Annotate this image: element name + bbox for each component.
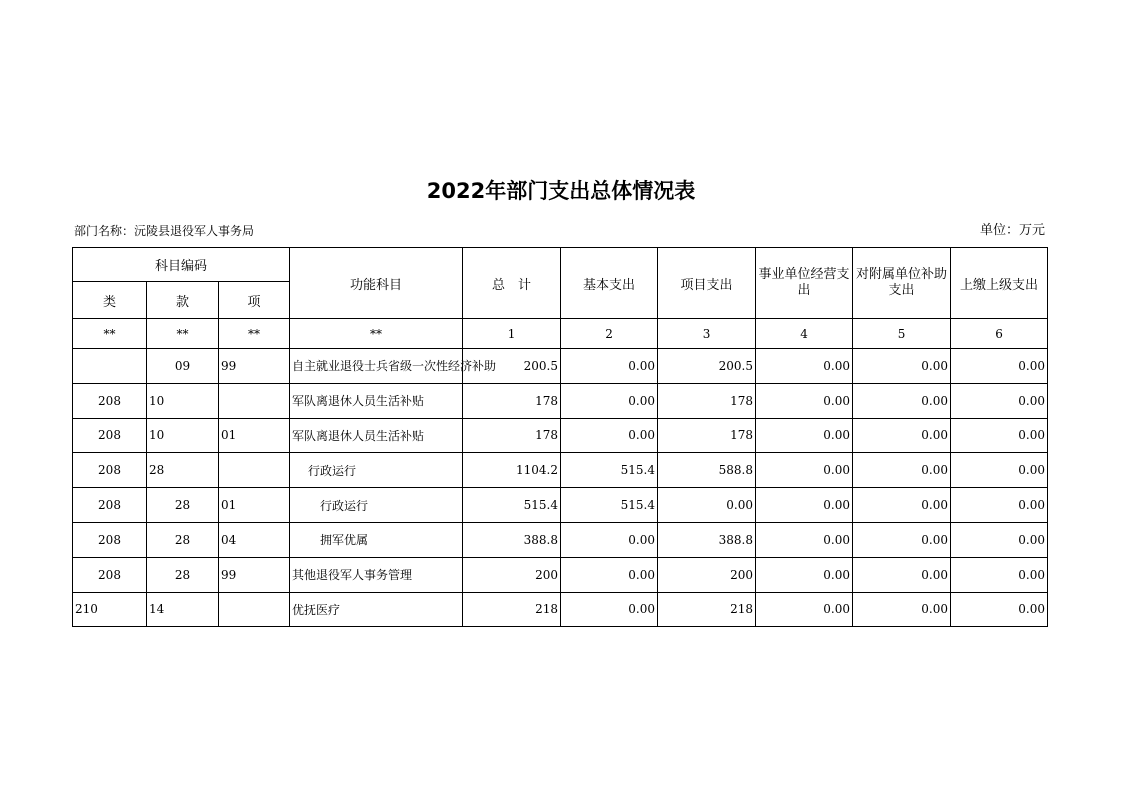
cell-kuan: 09 (147, 349, 219, 384)
cell-kuan: 28 (147, 522, 219, 557)
cell-subsidy: 0.00 (853, 592, 951, 627)
cell-basic: 0.00 (561, 592, 658, 627)
cell-total: 1104.2 (463, 453, 561, 488)
cell-xiang: 01 (219, 488, 290, 523)
header-row-1 (73, 248, 1048, 282)
cell-lei: 208 (73, 453, 147, 488)
page-title: 2022年部门支出总体情况表 (426, 179, 696, 203)
cell-project: 588.8 (658, 453, 756, 488)
cell-upper: 0.00 (951, 349, 1048, 384)
cell-name: 自主就业退役士兵省级一次性经济补助 (290, 349, 463, 384)
cell-project: 218 (658, 592, 756, 627)
cell-xiang: 01 (219, 418, 290, 453)
cell-kuan: 28 (147, 557, 219, 592)
cell-project: 178 (658, 383, 756, 418)
table-row (73, 383, 1048, 418)
cell-kuan: 28 (147, 453, 219, 488)
index-cell: ** (73, 319, 147, 349)
cell-upper: 0.00 (951, 592, 1048, 627)
cell-upper: 0.00 (951, 383, 1048, 418)
table-row (73, 522, 1048, 557)
cell-name: 其他退役军人事务管理 (290, 557, 463, 592)
cell-xiang (219, 383, 290, 418)
cell-name: 行政运行 (290, 488, 463, 523)
header-kuan: 款 (147, 282, 219, 319)
cell-subsidy: 0.00 (853, 383, 951, 418)
cell-subsidy: 0.00 (853, 453, 951, 488)
cell-xiang: 04 (219, 522, 290, 557)
cell-kuan: 28 (147, 488, 219, 523)
expenditure-table (72, 247, 1048, 627)
cell-business: 0.00 (756, 453, 853, 488)
cell-project: 178 (658, 418, 756, 453)
cell-basic: 515.4 (561, 453, 658, 488)
cell-business: 0.00 (756, 522, 853, 557)
cell-total: 515.4 (463, 488, 561, 523)
cell-name: 军队离退休人员生活补贴 (290, 418, 463, 453)
cell-business: 0.00 (756, 488, 853, 523)
cell-upper: 0.00 (951, 488, 1048, 523)
table-row (73, 418, 1048, 453)
table-row (73, 349, 1048, 384)
cell-name: 军队离退休人员生活补贴 (290, 383, 463, 418)
header-total: 总 计 (463, 248, 561, 319)
cell-xiang (219, 592, 290, 627)
cell-xiang: 99 (219, 557, 290, 592)
cell-basic: 0.00 (561, 383, 658, 418)
header-lei: 类 (73, 282, 147, 319)
header-business: 事业单位经营支出 (756, 248, 853, 319)
index-cell: 2 (561, 319, 658, 349)
cell-xiang (219, 453, 290, 488)
cell-business: 0.00 (756, 592, 853, 627)
cell-basic: 0.00 (561, 349, 658, 384)
cell-xiang: 99 (219, 349, 290, 384)
index-cell: ** (290, 319, 463, 349)
cell-upper: 0.00 (951, 453, 1048, 488)
cell-upper: 0.00 (951, 522, 1048, 557)
cell-project: 200.5 (658, 349, 756, 384)
cell-project: 0.00 (658, 488, 756, 523)
table-row (73, 592, 1048, 627)
cell-total: 178 (463, 418, 561, 453)
cell-name: 拥军优属 (290, 522, 463, 557)
cell-subsidy: 0.00 (853, 418, 951, 453)
cell-business: 0.00 (756, 349, 853, 384)
cell-upper: 0.00 (951, 418, 1048, 453)
cell-basic: 0.00 (561, 522, 658, 557)
cell-kuan: 14 (147, 592, 219, 627)
index-cell: 6 (951, 319, 1048, 349)
cell-total: 200 (463, 557, 561, 592)
table-row (73, 557, 1048, 592)
cell-business: 0.00 (756, 557, 853, 592)
header-basic: 基本支出 (561, 248, 658, 319)
header-upper: 上缴上级支出 (951, 248, 1048, 319)
cell-total: 388.8 (463, 522, 561, 557)
index-cell: 1 (463, 319, 561, 349)
cell-lei: 208 (73, 488, 147, 523)
header-project: 项目支出 (658, 248, 756, 319)
cell-business: 0.00 (756, 383, 853, 418)
cell-lei: 208 (73, 418, 147, 453)
cell-basic: 515.4 (561, 488, 658, 523)
index-cell: 5 (853, 319, 951, 349)
cell-subsidy: 0.00 (853, 349, 951, 384)
cell-basic: 0.00 (561, 557, 658, 592)
header-subject-code: 科目编码 (73, 248, 290, 282)
index-cell: ** (219, 319, 290, 349)
department-name: 部门名称：沅陵县退役军人事务局 (74, 224, 255, 238)
cell-total: 200.5 (463, 349, 561, 384)
table-row (73, 488, 1048, 523)
cell-subsidy: 0.00 (853, 522, 951, 557)
cell-total: 218 (463, 592, 561, 627)
cell-project: 388.8 (658, 522, 756, 557)
index-cell: 4 (756, 319, 853, 349)
cell-name: 优抚医疗 (290, 592, 463, 627)
cell-lei: 208 (73, 383, 147, 418)
header-function-subject: 功能科目 (290, 248, 463, 319)
table-row (73, 453, 1048, 488)
cell-lei: 208 (73, 522, 147, 557)
cell-total: 178 (463, 383, 561, 418)
cell-basic: 0.00 (561, 418, 658, 453)
cell-lei (73, 349, 147, 384)
cell-subsidy: 0.00 (853, 488, 951, 523)
cell-name: 行政运行 (290, 453, 463, 488)
index-cell: 3 (658, 319, 756, 349)
cell-kuan: 10 (147, 383, 219, 418)
unit-label: 单位：万元 (979, 223, 1045, 238)
cell-kuan: 10 (147, 418, 219, 453)
index-cell: ** (147, 319, 219, 349)
cell-lei: 208 (73, 557, 147, 592)
cell-lei: 210 (73, 592, 147, 627)
cell-upper: 0.00 (951, 557, 1048, 592)
cell-project: 200 (658, 557, 756, 592)
cell-subsidy: 0.00 (853, 557, 951, 592)
header-xiang: 项 (219, 282, 290, 319)
cell-business: 0.00 (756, 418, 853, 453)
index-row (73, 319, 1048, 349)
header-subsidy: 对附属单位补助支出 (853, 248, 951, 319)
